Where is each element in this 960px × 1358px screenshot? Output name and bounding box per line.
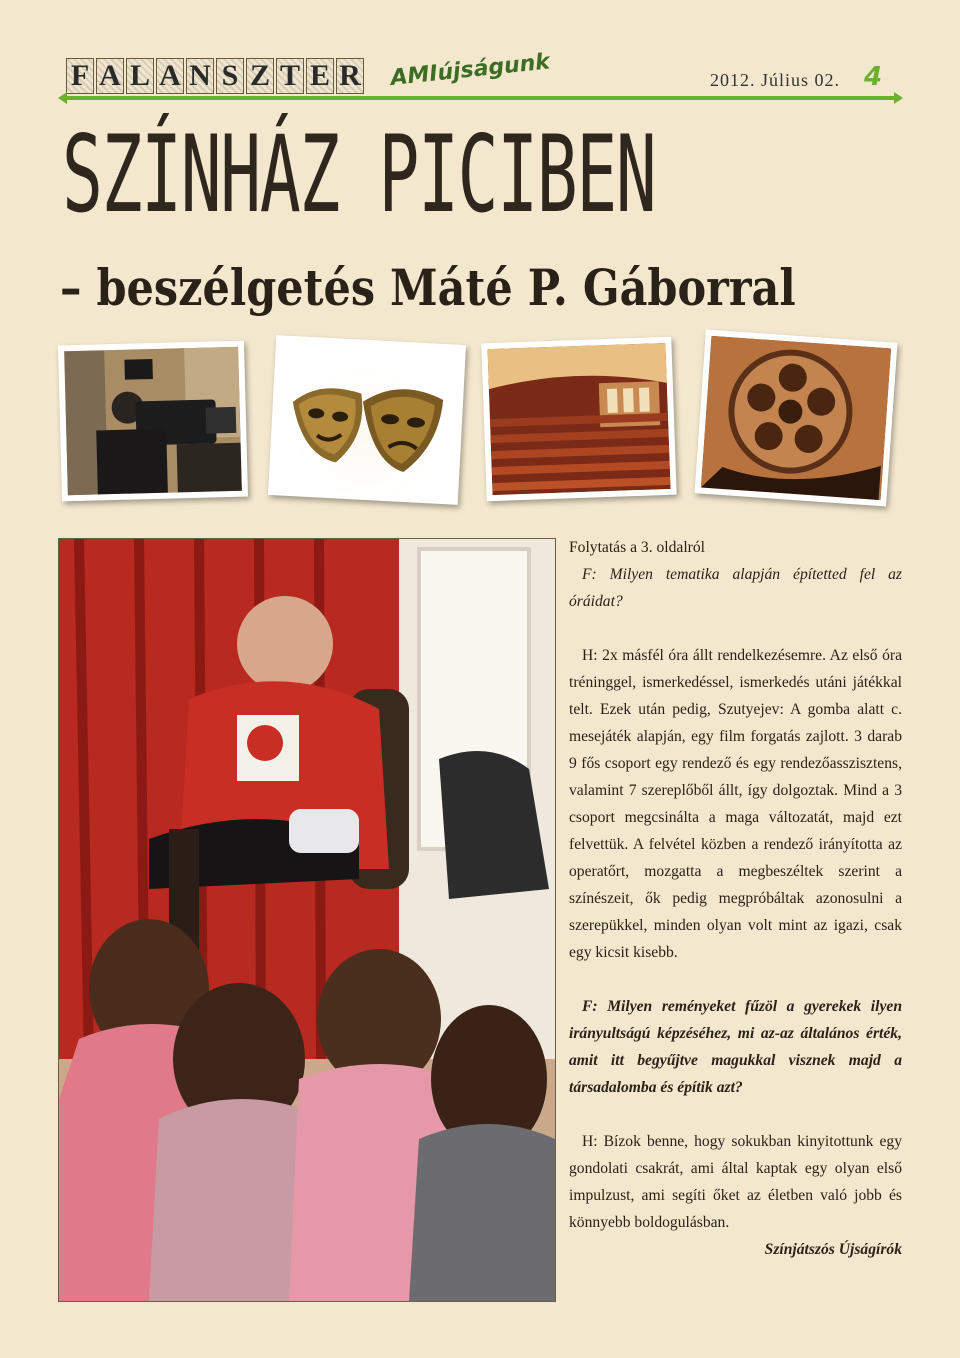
article-column	[569, 534, 902, 1263]
deck: – beszélgetés Máté P. Gáborral	[60, 258, 796, 317]
logo-letter: A	[96, 58, 124, 94]
workshop-illustration	[59, 539, 555, 1301]
logo-letter: A	[156, 58, 184, 94]
rule-arrow-right-icon	[894, 92, 903, 104]
answer-2: H: Bízok benne, hogy sokukban kinyitottunk egy gondolati csakrát, ami által kaptak egy olyan első impulzust, ami segíti őket az életben való jobb és könnyebb boldogulásban.	[569, 1133, 902, 1231]
issue-date: 2012. Július 02.	[710, 70, 841, 90]
theatre-masks-illustration	[274, 341, 460, 498]
film-reel-illustration	[701, 336, 891, 500]
camera-operator-photo	[58, 341, 248, 502]
logo-letter: T	[276, 58, 304, 94]
logo-letter: S	[216, 58, 244, 94]
masthead-subtitle: AMIújságunk	[389, 49, 552, 91]
theatre-masks-photo	[268, 335, 466, 505]
workshop-photo	[58, 538, 556, 1302]
theatre-auditorium-photo	[481, 337, 676, 502]
logo-letter: N	[186, 58, 214, 94]
logo-letter: Z	[246, 58, 274, 94]
masthead-logo	[66, 58, 364, 98]
logo-letter: F	[66, 58, 94, 94]
headline: SZÍNHÁZ PICIBEN	[62, 113, 656, 236]
theatre-auditorium-illustration	[488, 343, 671, 495]
film-reel-photo	[695, 330, 898, 507]
logo-letter: L	[126, 58, 154, 94]
byline: Színjátszós Újságírók	[764, 1241, 902, 1258]
question-1: F: Milyen tematika alapján építetted fel az óráidat?	[569, 566, 902, 610]
answer-1: H: 2x másfél óra állt rendelkezésemre. Az első óra tréninggel, ismerkedéssel, ismerkedés utáni játékkal telt. Ezek után pedig, Szutyejev: A gomba alatt c. mesejáték alapján, egy film forgatás zajlott. 3 darab 9 fős csoport egy rendező és egy rendezőasszisztens, valamint 7 szereplőből állt, így dolgoztak. Mind a 3 csoport megcsinálta a maga változatát, majd ezt felvettük. A felvétel közben a rendező irányította az operatőrt, mozgatta a megbeszéltek szerint a színészeit, ők pedig megpróbáltak azonosulni a szerepükkel, minden olyan volt mint az igazi, csak egy kicsit kisebb.	[569, 647, 902, 961]
continued-note: Folytatás a 3. oldalról	[569, 539, 705, 556]
camera-operator-illustration	[64, 347, 242, 496]
page-number: 4	[864, 62, 883, 92]
logo-letter: E	[306, 58, 334, 94]
masthead-rule	[66, 96, 894, 100]
question-2: F: Milyen reményeket fűzöl a gyerekek ilyen irányultságú képzéséhez, mi az-az általános érték, amit itt begyűjtve magukkal visznek majd a társadalomba és építik azt?	[569, 998, 902, 1096]
logo-letter: R	[336, 58, 364, 94]
